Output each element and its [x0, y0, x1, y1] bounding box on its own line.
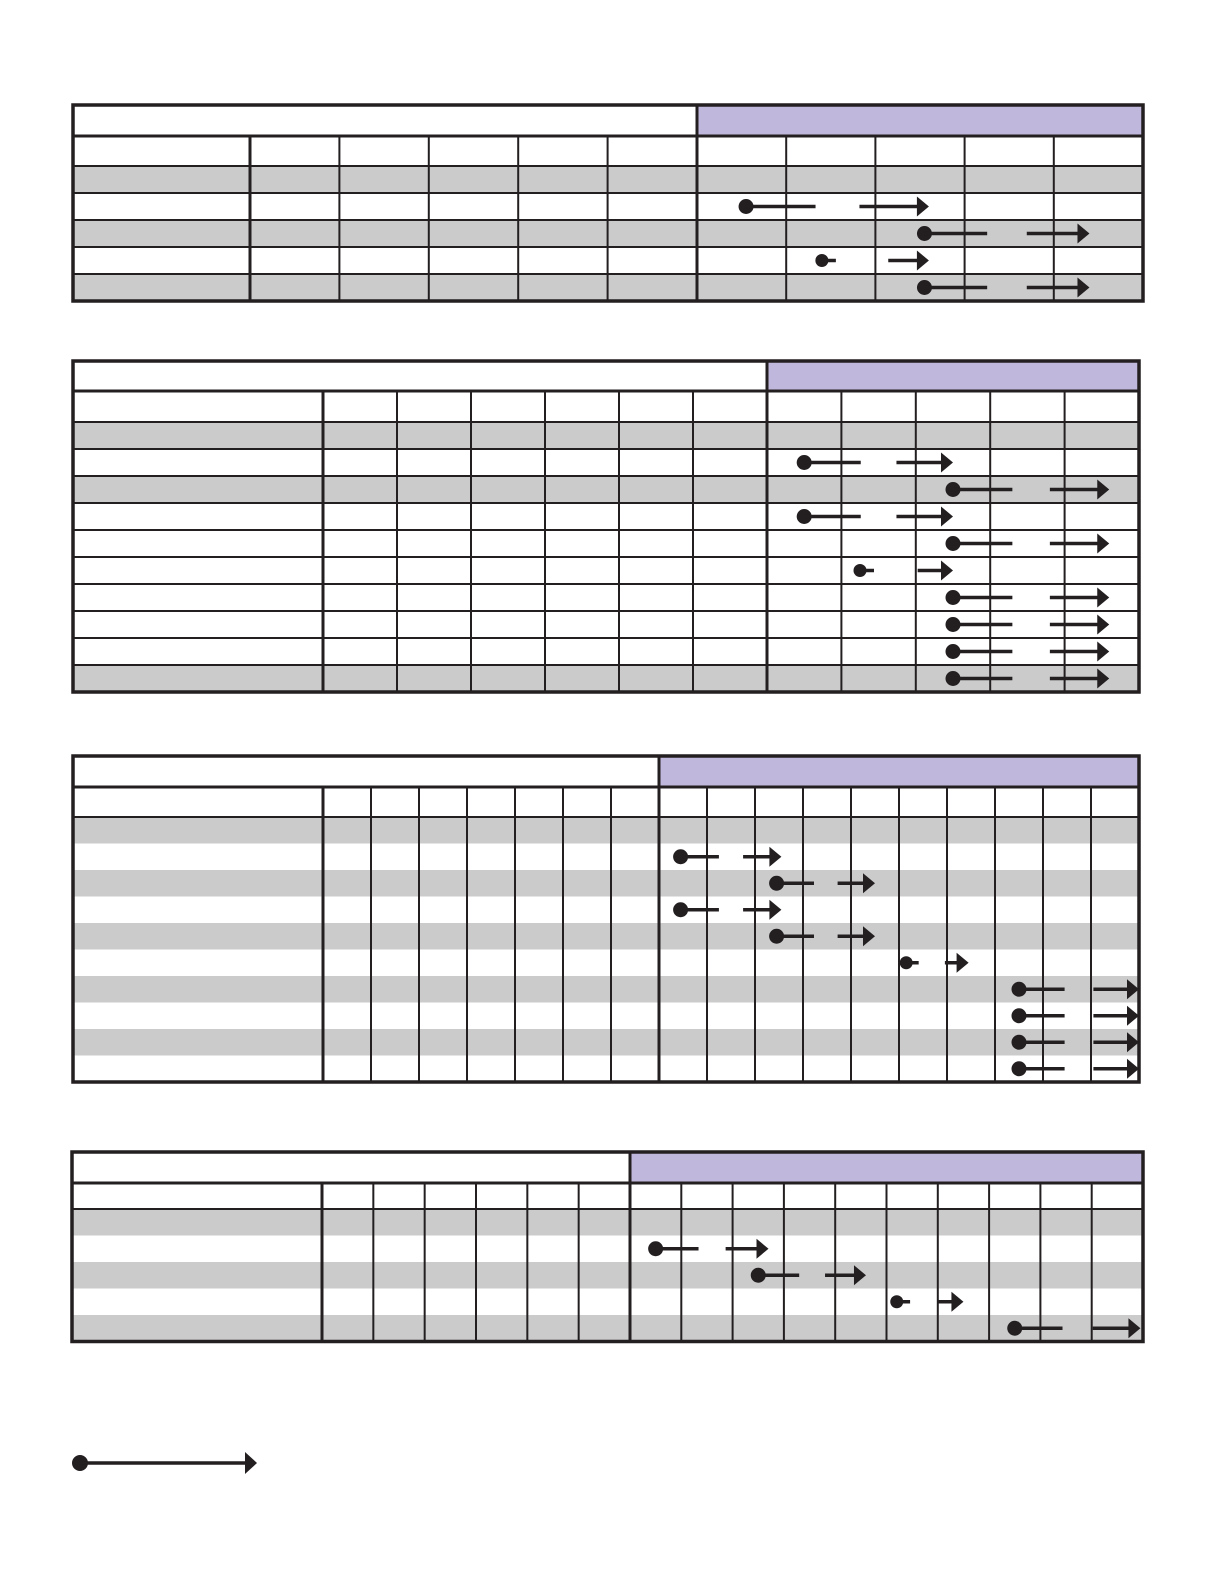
header-left-band	[73, 756, 659, 787]
task-arrowhead	[1127, 1006, 1139, 1026]
header-right-band	[767, 361, 1139, 391]
table-row-shade	[73, 422, 1139, 449]
task-arrowhead	[1097, 534, 1109, 554]
header-right-band	[630, 1152, 1143, 1183]
task-arrow	[946, 642, 1110, 662]
task-arrow	[1012, 1059, 1140, 1079]
task-arrow	[946, 588, 1110, 608]
header-left-band	[73, 105, 697, 136]
task-arrow	[739, 197, 929, 217]
task-arrow	[673, 900, 781, 920]
task-arrow	[946, 534, 1110, 554]
table-row-shade	[72, 1262, 1143, 1289]
task-arrowhead	[1097, 615, 1109, 635]
header-right-band	[697, 105, 1143, 136]
task-arrowhead	[951, 1292, 963, 1312]
task-arrowhead	[917, 251, 929, 271]
table-row-shade	[73, 870, 1139, 897]
schedule-table-2	[73, 361, 1139, 692]
task-arrowhead	[1097, 642, 1109, 662]
task-arrowhead	[1127, 1059, 1139, 1079]
table-row-shade	[73, 817, 1139, 844]
table-row-shade	[73, 1029, 1139, 1056]
header-left-band	[73, 361, 767, 391]
task-arrowhead	[941, 561, 953, 581]
schedule-table-4	[72, 1152, 1143, 1342]
schedule-table-3	[73, 756, 1139, 1082]
table-border	[73, 361, 1139, 692]
schedule-table-1	[73, 105, 1143, 301]
task-arrowhead	[769, 847, 781, 867]
task-arrow	[815, 251, 929, 271]
legend-arrowhead	[245, 1452, 257, 1474]
task-arrow	[673, 847, 781, 867]
task-arrow	[946, 615, 1110, 635]
task-arrow	[1012, 1006, 1140, 1026]
task-arrowhead	[957, 953, 969, 973]
task-arrowhead	[941, 507, 953, 527]
task-arrow	[854, 561, 954, 581]
table-row-shade	[72, 1209, 1143, 1236]
task-arrow	[648, 1239, 768, 1259]
task-arrow	[890, 1292, 963, 1312]
table-row-shade	[72, 1315, 1143, 1342]
header-left-band	[72, 1152, 630, 1183]
task-arrow	[797, 507, 953, 527]
task-arrow	[900, 953, 969, 973]
task-arrowhead	[941, 453, 953, 473]
task-arrowhead	[1097, 588, 1109, 608]
header-right-band	[659, 756, 1139, 787]
table-row-shade	[73, 976, 1139, 1003]
task-arrowhead	[769, 900, 781, 920]
task-arrow	[797, 453, 953, 473]
table-row-shade	[73, 923, 1139, 950]
legend-arrow-symbol	[72, 1452, 257, 1474]
task-arrowhead	[757, 1239, 769, 1259]
task-arrowhead	[917, 197, 929, 217]
